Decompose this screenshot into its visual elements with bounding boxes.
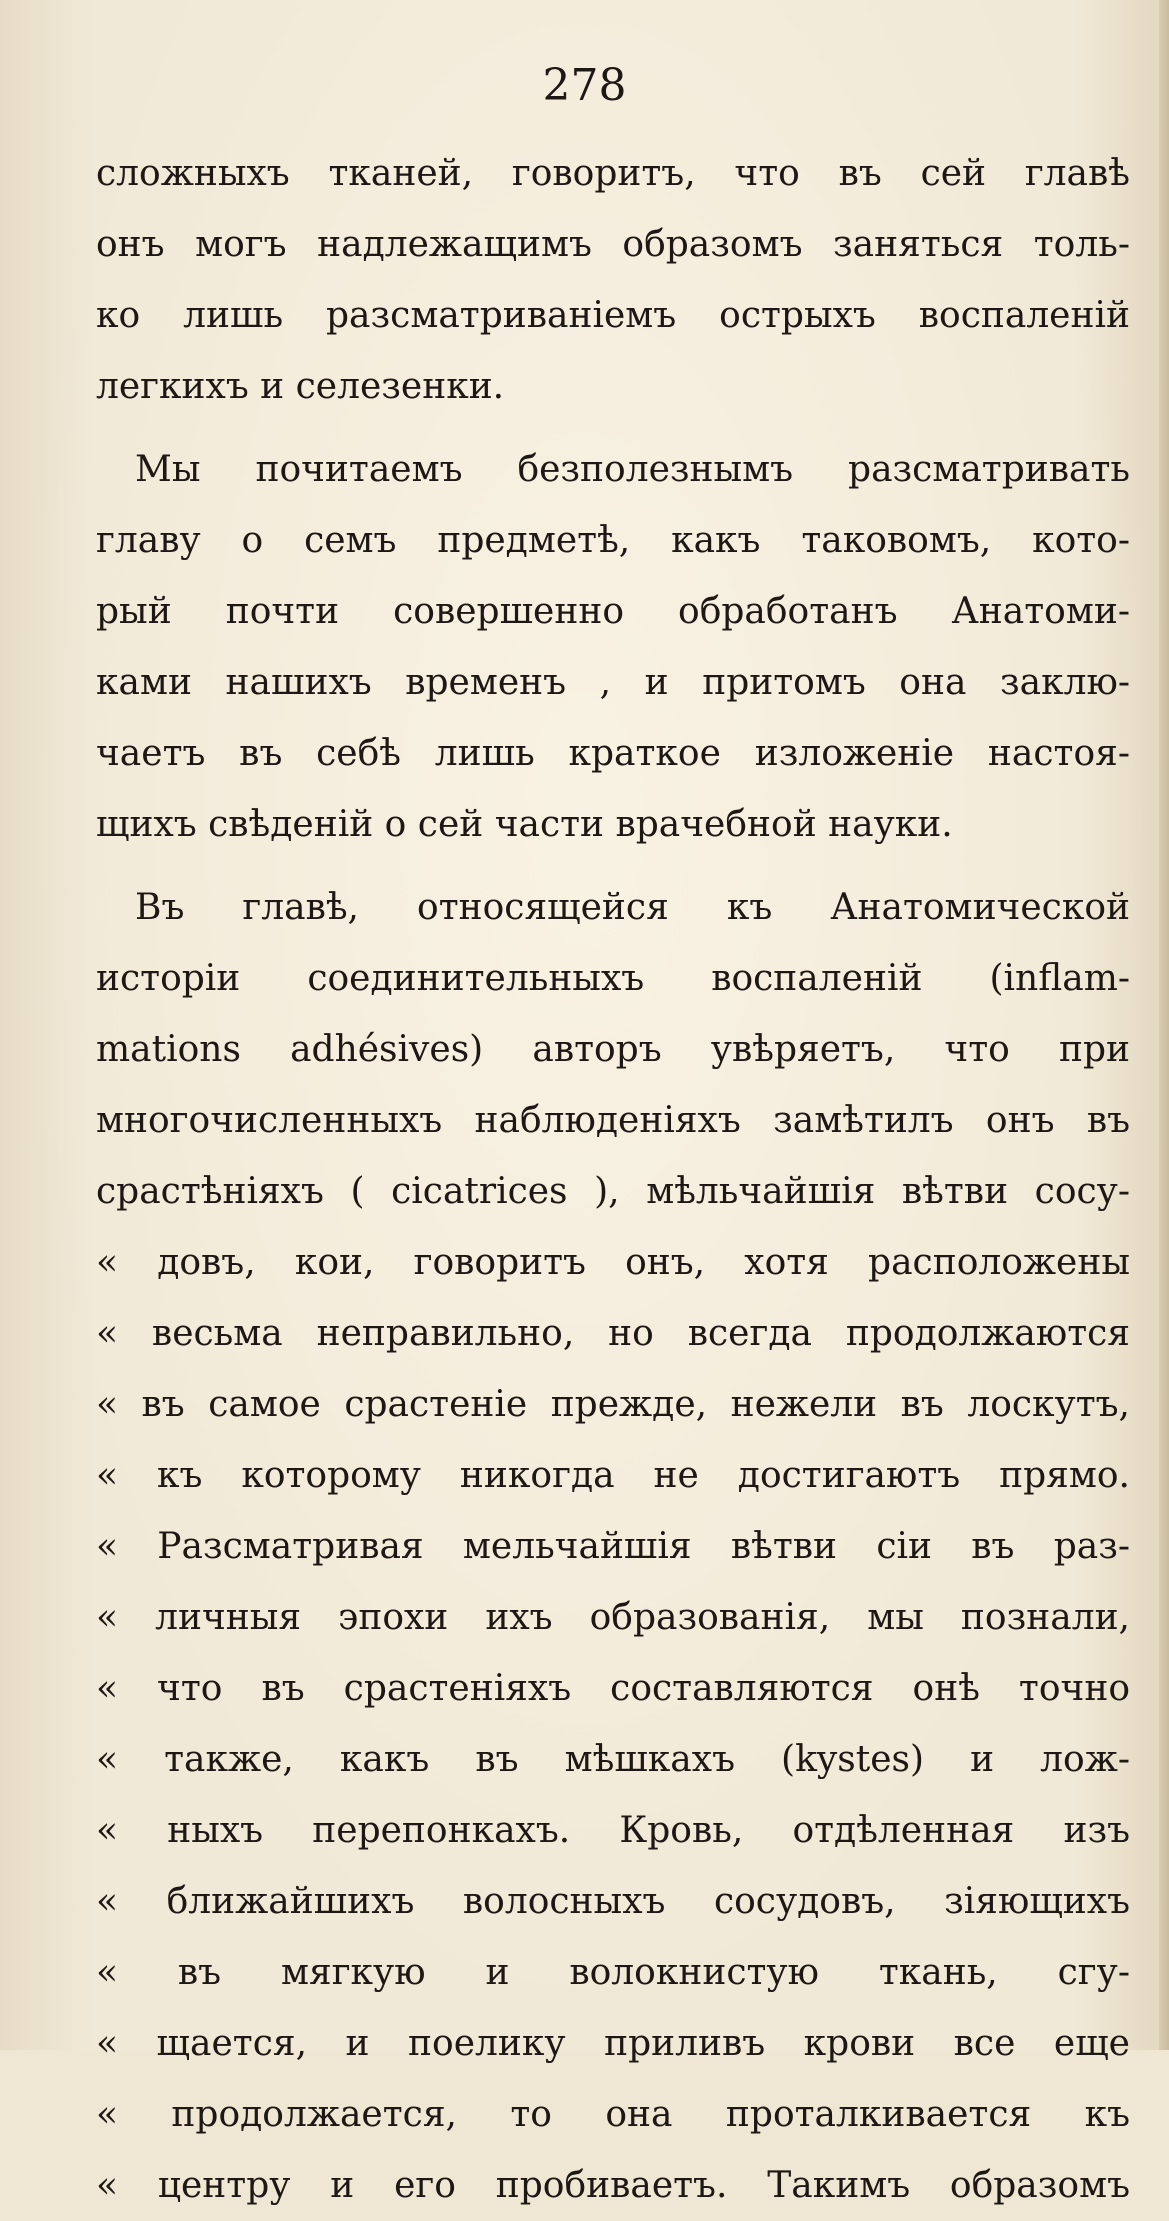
paragraph xyxy=(96,138,1130,422)
paragraph xyxy=(96,872,1130,2221)
text-line: « ближайшихъ волосныхъ сосудовъ, зiяющихъ xyxy=(96,1881,1130,1922)
text-line: « довъ, кои, говоритъ онъ, хотя расположены xyxy=(96,1242,1130,1283)
paragraph xyxy=(96,434,1130,860)
text-line: легкихъ и селезенки. xyxy=(96,366,505,407)
text-line: « ныхъ перепонкахъ. Кровь, отдѣленная изъ xyxy=(96,1810,1130,1851)
text-line: mations adhésives) авторъ увѣряетъ, что при xyxy=(96,1029,1130,1070)
text-line: « въ самое срастенiе прежде, нежели въ лоскутъ, xyxy=(96,1384,1130,1425)
text-line: « центру и его пробиваетъ. Такимъ образомъ xyxy=(96,2165,1130,2206)
text-line: сложныхъ тканей, говоритъ, что въ сей главѣ xyxy=(96,153,1130,194)
text-line: Въ главѣ, относящейся къ Анатомической xyxy=(135,887,1130,928)
text-line: главу о семъ предметѣ, какъ таковомъ, кото- xyxy=(96,520,1130,561)
text-line: « Разсматривая мельчайшiя вѣтви сiи въ раз- xyxy=(96,1526,1130,1567)
text-line: ко лишь разсматриванiемъ острыхъ воспаленiй xyxy=(96,295,1130,336)
text-line: « къ которому никогда не достигаютъ прямо. xyxy=(96,1455,1130,1496)
text-line: « что въ срастенiяхъ составляются онѣ точно xyxy=(96,1668,1130,1709)
text-line: щихъ свѣденiй о сей части врачебной науки. xyxy=(96,804,953,845)
page-edge-shadow xyxy=(1159,0,1169,2050)
text-line: « личныя эпохи ихъ образованiя, мы познали, xyxy=(96,1597,1130,1638)
text-line: Мы почитаемъ безполезнымъ разсматривать xyxy=(135,449,1130,490)
text-line: « щается, и поелику приливъ крови все еще xyxy=(96,2023,1130,2064)
text-line: « продолжается, то она проталкивается къ xyxy=(96,2094,1130,2135)
text-line: « въ мягкую и волокнистую ткань, сгу- xyxy=(96,1952,1130,1993)
paragraph-gap xyxy=(96,860,1130,872)
text-line: ками нашихъ временъ , и притомъ она заклю- xyxy=(96,662,1130,703)
paragraph-gap xyxy=(96,422,1130,434)
text-line: рый почти совершенно обработанъ Анатоми- xyxy=(96,591,1130,632)
text-line: « также, какъ въ мѣшкахъ (kystes) и лож- xyxy=(96,1739,1130,1780)
page-number: 278 xyxy=(542,60,627,111)
text-line: срастѣнiяхъ ( cicatrices ), мѣльчайшiя вѣтви сосу- xyxy=(96,1171,1130,1212)
text-line: чаетъ въ себѣ лишь краткое изложенiе настоя- xyxy=(96,733,1130,774)
text-line: многочисленныхъ наблюденiяхъ замѣтилъ онъ въ xyxy=(96,1100,1130,1141)
text-line: « весьма неправильно, но всегда продолжаются xyxy=(96,1313,1130,1354)
text-line: онъ могъ надлежащимъ образомъ заняться толь- xyxy=(96,224,1130,265)
text-line: исторiи соединительныхъ воспаленiй (inflam- xyxy=(96,958,1130,999)
body-text xyxy=(96,138,1130,2221)
